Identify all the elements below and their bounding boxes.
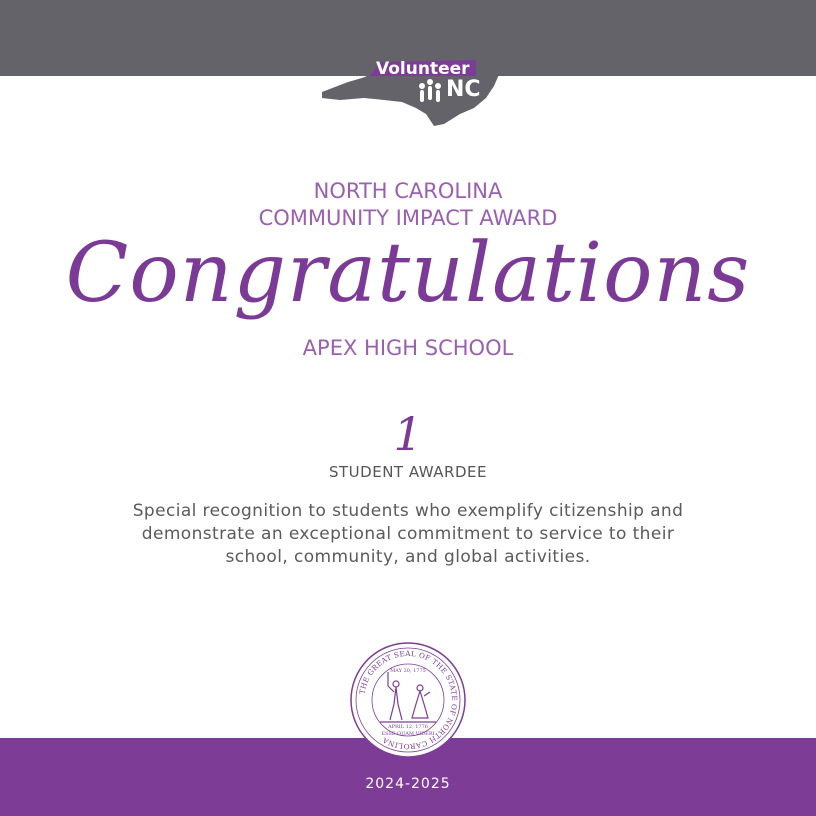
awardee-count-label: STUDENT AWARDEE xyxy=(329,463,487,481)
logo-suffix: NC xyxy=(446,77,481,102)
award-description: Special recognition to students who exemplify citizenship and demonstrate an exceptional commitment to service to their school, community, and global activities. xyxy=(132,501,684,567)
seal-date2: APRIL 12, 1776 xyxy=(388,724,428,730)
seal-ring-text: THE GREAT SEAL OF THE STATE OF NORTH CAROLINA xyxy=(357,648,460,752)
award-heading-line2: COMMUNITY IMPACT AWARD xyxy=(258,206,558,230)
state-seal-icon xyxy=(350,642,466,758)
award-heading-line1: NORTH CAROLINA xyxy=(313,179,503,203)
congratulations-title: Congratulations xyxy=(65,226,751,321)
logo-word: Volunteer xyxy=(376,59,470,79)
school-year: 2024-2025 xyxy=(365,776,451,792)
seal-motto: ESSE QUAM VIDERI xyxy=(381,731,435,737)
school-name: APEX HIGH SCHOOL xyxy=(302,336,514,360)
awardee-count: 1 xyxy=(393,407,423,461)
volunteer-nc-logo xyxy=(318,52,502,130)
seal-date1: MAY 20, 1775 xyxy=(390,668,426,674)
